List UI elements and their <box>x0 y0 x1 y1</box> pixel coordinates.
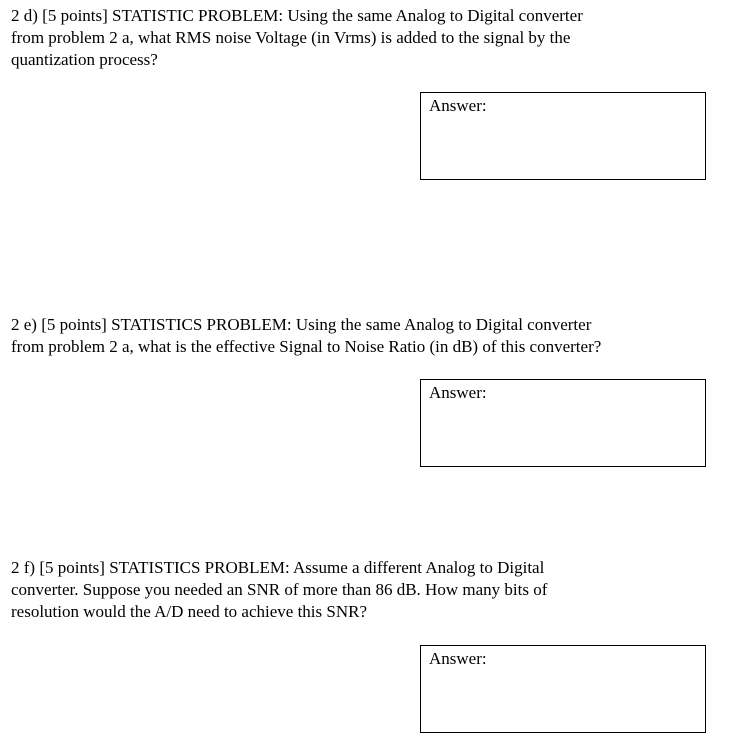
question-line: from problem 2 a, what is the effective Signal to Noise Ratio (in dB) of this converter? <box>11 337 602 356</box>
question-2e-text <box>11 314 731 358</box>
answer-label: Answer: <box>429 383 487 402</box>
question-line: from problem 2 a, what RMS noise Voltage (in Vrms) is added to the signal by the <box>11 28 571 47</box>
question-2f-text <box>11 557 731 623</box>
question-2d-text <box>11 5 731 71</box>
question-line: 2 e) [5 points] STATISTICS PROBLEM: Using the same Analog to Digital converter <box>11 315 592 334</box>
question-line: 2 f) [5 points] STATISTICS PROBLEM: Assume a different Analog to Digital <box>11 558 545 577</box>
question-line: 2 d) [5 points] STATISTIC PROBLEM: Using the same Analog to Digital converter <box>11 6 583 25</box>
answer-box-2f[interactable] <box>420 645 706 733</box>
answer-box-2d[interactable] <box>420 92 706 180</box>
question-line: resolution would the A/D need to achieve this SNR? <box>11 602 367 621</box>
question-line: quantization process? <box>11 50 158 69</box>
question-line: converter. Suppose you needed an SNR of more than 86 dB. How many bits of <box>11 580 548 599</box>
answer-box-2e[interactable] <box>420 379 706 467</box>
answer-label: Answer: <box>429 96 487 115</box>
answer-label: Answer: <box>429 649 487 668</box>
